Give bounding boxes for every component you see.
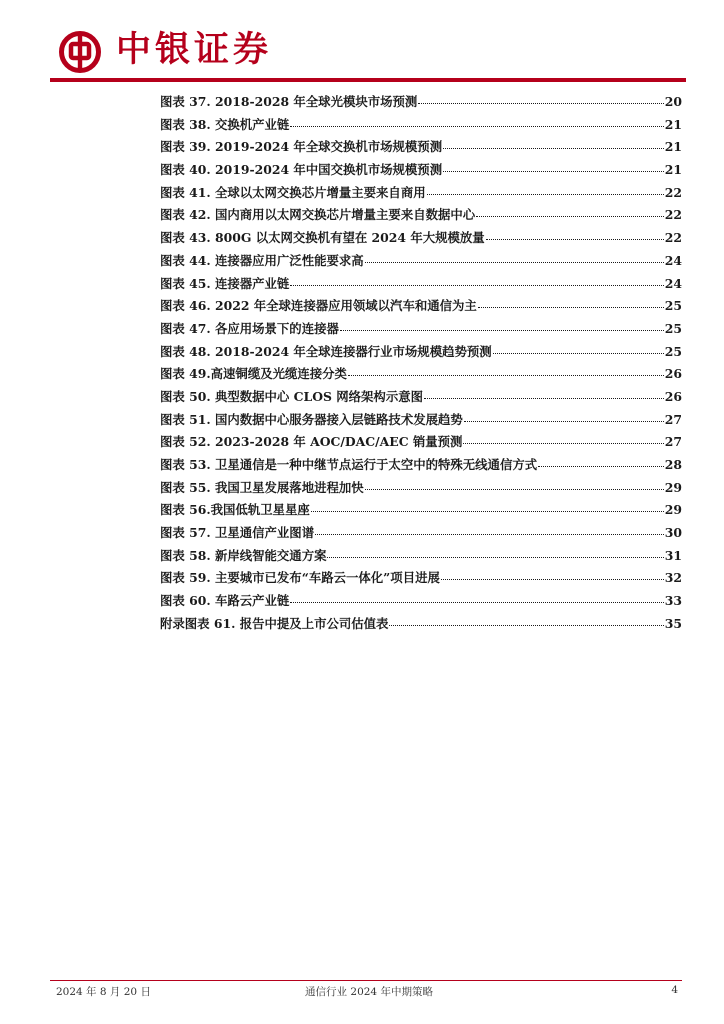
toc-dot-leader bbox=[486, 238, 664, 240]
toc-entry[interactable] bbox=[160, 591, 682, 614]
toc-entry-title[interactable]: 图表 40. 2019-2024 年中国交换机市场规模预测 bbox=[160, 162, 443, 178]
toc-dot-leader bbox=[290, 125, 663, 127]
toc-dot-leader bbox=[365, 488, 664, 490]
toc-dot-leader bbox=[389, 624, 663, 626]
toc-dot-leader bbox=[464, 420, 664, 422]
toc-dot-leader bbox=[348, 374, 664, 376]
toc-dot-leader bbox=[290, 601, 663, 603]
footer-divider bbox=[50, 980, 682, 981]
toc-dot-leader bbox=[478, 306, 664, 308]
table-of-figures bbox=[160, 92, 682, 637]
toc-entry[interactable] bbox=[160, 296, 682, 319]
toc-entry[interactable] bbox=[160, 342, 682, 365]
toc-entry[interactable] bbox=[160, 455, 682, 478]
toc-entry-title[interactable]: 图表 37. 2018-2028 年全球光模块市场预测 bbox=[160, 94, 418, 109]
toc-entry-page-number[interactable]: 22 bbox=[664, 207, 682, 223]
toc-entry-page-number[interactable]: 25 bbox=[664, 298, 682, 314]
toc-entry-page-number[interactable]: 25 bbox=[664, 320, 682, 336]
toc-entry-page-number[interactable]: 32 bbox=[664, 570, 682, 586]
toc-entry-title[interactable]: 图表 57. 卫星通信产业图谱 bbox=[160, 525, 315, 541]
toc-entry-title[interactable]: 附录图表 61. 报告中提及上市公司估值表 bbox=[160, 615, 389, 631]
page-header bbox=[0, 0, 724, 84]
toc-entry[interactable] bbox=[160, 568, 682, 591]
toc-entry-page-number[interactable]: 28 bbox=[664, 457, 682, 472]
toc-entry[interactable] bbox=[160, 115, 682, 138]
toc-entry-page-number[interactable]: 20 bbox=[664, 94, 682, 109]
toc-entry-title[interactable]: 图表 45. 连接器产业链 bbox=[160, 275, 290, 291]
toc-entry[interactable] bbox=[160, 410, 682, 433]
toc-entry-page-number[interactable]: 27 bbox=[664, 411, 682, 427]
toc-dot-leader bbox=[443, 147, 664, 149]
toc-entry-title[interactable]: 图表 41. 全球以太网交换芯片增量主要来自商用 bbox=[160, 184, 426, 200]
toc-entry-page-number[interactable]: 25 bbox=[664, 343, 682, 359]
toc-dot-leader bbox=[290, 284, 663, 286]
footer-page-number: 4 bbox=[671, 984, 678, 996]
brand-name: 中银证券 bbox=[116, 30, 273, 70]
toc-entry[interactable] bbox=[160, 92, 682, 115]
toc-entry[interactable] bbox=[160, 205, 682, 228]
toc-entry-page-number[interactable]: 35 bbox=[664, 615, 682, 631]
toc-entry[interactable] bbox=[160, 523, 682, 546]
page-footer bbox=[56, 984, 682, 1000]
toc-entry-title[interactable]: 图表 42. 国内商用以太网交换芯片增量主要来自数据中心 bbox=[160, 207, 476, 223]
toc-dot-leader bbox=[538, 465, 664, 467]
toc-dot-leader bbox=[315, 533, 664, 535]
toc-entry[interactable] bbox=[160, 137, 682, 160]
toc-entry-page-number[interactable]: 33 bbox=[664, 593, 682, 609]
toc-entry[interactable] bbox=[160, 274, 682, 297]
toc-dot-leader bbox=[441, 578, 664, 580]
toc-entry-title[interactable]: 图表 51. 国内数据中心服务器接入层链路技术发展趋势 bbox=[160, 411, 463, 427]
toc-entry[interactable] bbox=[160, 183, 682, 206]
footer-date: 2024 年 8 月 20 日 bbox=[56, 986, 151, 998]
toc-entry-page-number[interactable]: 31 bbox=[664, 547, 682, 563]
toc-entry-page-number[interactable]: 24 bbox=[664, 252, 682, 268]
toc-entry[interactable] bbox=[160, 546, 682, 569]
toc-entry-page-number[interactable]: 21 bbox=[664, 162, 682, 178]
toc-entry-page-number[interactable]: 22 bbox=[664, 230, 682, 246]
toc-dot-leader bbox=[493, 352, 664, 354]
toc-entry[interactable] bbox=[160, 500, 682, 523]
toc-dot-leader bbox=[340, 329, 664, 331]
bank-of-china-logo-icon bbox=[58, 30, 102, 74]
toc-entry-page-number[interactable]: 26 bbox=[664, 366, 682, 382]
toc-entry-title[interactable]: 图表 59. 主要城市已发布“车路云一体化”项目进展 bbox=[160, 570, 440, 586]
toc-entry[interactable] bbox=[160, 478, 682, 501]
toc-entry-page-number[interactable]: 26 bbox=[664, 388, 682, 404]
toc-entry-title[interactable]: 图表 38. 交换机产业链 bbox=[160, 116, 290, 132]
toc-dot-leader bbox=[427, 193, 664, 195]
toc-entry-title[interactable]: 图表 44. 连接器应用广泛性能要求高 bbox=[160, 252, 364, 268]
toc-entry-title[interactable]: 图表 47. 各应用场景下的连接器 bbox=[160, 320, 339, 336]
toc-dot-leader bbox=[365, 261, 664, 263]
toc-entry-page-number[interactable]: 22 bbox=[664, 184, 682, 200]
toc-entry-title[interactable]: 图表 43. 800G 以太网交换机有望在 2024 年大规模放量 bbox=[160, 230, 485, 246]
toc-entry-page-number[interactable]: 24 bbox=[664, 275, 682, 291]
toc-entry[interactable] bbox=[160, 432, 682, 455]
toc-dot-leader bbox=[418, 102, 663, 104]
toc-entry[interactable] bbox=[160, 387, 682, 410]
toc-entry-title[interactable]: 图表 48. 2018-2024 年全球连接器行业市场规模趋势预测 bbox=[160, 343, 492, 359]
toc-entry-page-number[interactable]: 29 bbox=[664, 502, 682, 518]
toc-entry[interactable] bbox=[160, 160, 682, 183]
toc-dot-leader bbox=[476, 215, 664, 217]
toc-entry-page-number[interactable]: 29 bbox=[664, 479, 682, 495]
toc-dot-leader bbox=[327, 556, 663, 558]
toc-entry[interactable] bbox=[160, 228, 682, 251]
toc-entry-page-number[interactable]: 21 bbox=[664, 116, 682, 132]
toc-entry-title[interactable]: 图表 53. 卫星通信是一种中继节点运行于太空中的特殊无线通信方式 bbox=[160, 457, 538, 472]
toc-entry[interactable] bbox=[160, 614, 682, 637]
toc-dot-leader bbox=[463, 442, 663, 444]
toc-dot-leader bbox=[443, 170, 664, 172]
toc-entry-title[interactable]: 图表 50. 典型数据中心 CLOS 网络架构示意图 bbox=[160, 388, 423, 404]
toc-dot-leader bbox=[424, 397, 664, 399]
toc-dot-leader bbox=[311, 510, 664, 512]
toc-entry-page-number[interactable]: 30 bbox=[664, 525, 682, 541]
toc-entry[interactable] bbox=[160, 364, 682, 387]
toc-entry-page-number[interactable]: 27 bbox=[664, 434, 682, 450]
toc-entry-title[interactable]: 图表 56.我国低轨卫星星座 bbox=[160, 502, 310, 518]
toc-entry[interactable] bbox=[160, 251, 682, 274]
toc-entry-title[interactable]: 图表 52. 2023-2028 年 AOC/DAC/AEC 销量预测 bbox=[160, 434, 463, 450]
toc-entry-title[interactable]: 图表 39. 2019-2024 年全球交换机市场规模预测 bbox=[160, 139, 443, 155]
toc-entry-title[interactable]: 图表 55. 我国卫星发展落地进程加快 bbox=[160, 479, 364, 495]
toc-entry[interactable] bbox=[160, 319, 682, 342]
toc-entry-page-number[interactable]: 21 bbox=[664, 139, 682, 155]
toc-entry-title[interactable]: 图表 58. 新岸线智能交通方案 bbox=[160, 547, 327, 563]
toc-entry-title[interactable]: 图表 49.高速铜缆及光缆连接分类 bbox=[160, 366, 347, 382]
header-divider bbox=[50, 78, 686, 82]
toc-entry-title[interactable]: 图表 46. 2022 年全球连接器应用领域以汽车和通信为主 bbox=[160, 298, 477, 314]
footer-report-title: 通信行业 2024 年中期策略 bbox=[305, 986, 433, 998]
toc-entry-title[interactable]: 图表 60. 车路云产业链 bbox=[160, 593, 290, 609]
